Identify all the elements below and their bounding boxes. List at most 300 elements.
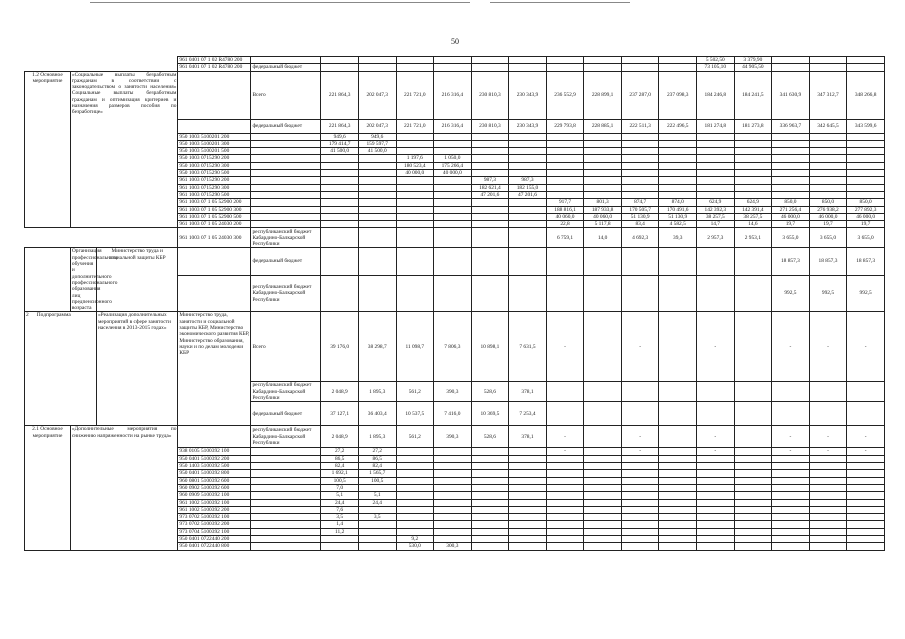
amount-cell (847, 528, 885, 535)
amount-cell: 86,5 (358, 455, 396, 462)
amount-cell (321, 535, 359, 542)
amount-cell: 38 257,5 (697, 213, 735, 220)
amount-cell (471, 206, 509, 213)
amount-cell (358, 57, 396, 64)
amount-cell (584, 470, 622, 477)
budget-code: 950 1003 5100201 500 (178, 148, 251, 155)
amount-cell (809, 543, 847, 550)
amount-cell: 221 721,0 (396, 71, 434, 119)
amount-cell (584, 426, 622, 448)
amount-cell (471, 455, 509, 462)
amount-cell: 528,6 (471, 382, 509, 402)
amount-cell (772, 535, 810, 542)
amount-cell (434, 506, 472, 513)
amount-cell (734, 470, 772, 477)
amount-cell: - (621, 312, 659, 382)
amount-cell: 100,5 (358, 477, 396, 484)
amount-cell (434, 148, 472, 155)
amount-cell: 390,3 (434, 382, 472, 402)
amount-cell (621, 275, 659, 312)
amount-cell: 342 645,5 (809, 119, 847, 133)
measure-number: 1.2 Основное мероприятие (25, 71, 71, 228)
amount-cell: 987,3 (471, 177, 509, 184)
funding-source (251, 543, 321, 550)
amount-cell: 228 885,1 (584, 119, 622, 133)
amount-cell (358, 248, 396, 275)
amount-cell (434, 64, 472, 71)
amount-cell (509, 275, 547, 312)
amount-cell (697, 191, 735, 198)
amount-cell (847, 155, 885, 162)
amount-cell (809, 477, 847, 484)
amount-cell (471, 248, 509, 275)
amount-cell (546, 528, 584, 535)
funding-source: федеральный бюджет (251, 402, 321, 426)
amount-cell (734, 455, 772, 462)
amount-cell (584, 521, 622, 528)
amount-cell (396, 455, 434, 462)
amount-cell: 10 898,1 (471, 312, 509, 382)
amount-cell (471, 506, 509, 513)
amount-cell (659, 477, 697, 484)
funding-source (251, 213, 321, 220)
amount-cell (321, 162, 359, 169)
amount-cell (358, 191, 396, 198)
amount-cell (659, 535, 697, 542)
amount-cell (509, 470, 547, 477)
budget-code: 960 0909 5100392 100 (178, 492, 251, 499)
amount-cell (809, 155, 847, 162)
amount-cell (471, 155, 509, 162)
funding-source (251, 155, 321, 162)
amount-cell: 7 253,4 (509, 402, 547, 426)
budget-code: 961 1003 0715290 300 (178, 184, 251, 191)
amount-cell (772, 177, 810, 184)
amount-cell (471, 170, 509, 177)
amount-cell (847, 148, 885, 155)
amount-cell (772, 57, 810, 64)
amount-cell: 390,3 (434, 426, 472, 448)
funding-source (251, 170, 321, 177)
amount-cell (471, 133, 509, 140)
amount-cell: 40 060,0 (584, 213, 622, 220)
amount-cell (509, 140, 547, 147)
amount-cell (396, 492, 434, 499)
amount-cell (809, 177, 847, 184)
amount-cell (434, 514, 472, 521)
amount-cell (509, 199, 547, 206)
amount-cell (471, 477, 509, 484)
amount-cell (584, 184, 622, 191)
table-row (25, 71, 885, 119)
amount-cell (772, 492, 810, 499)
amount-cell (546, 170, 584, 177)
amount-cell (546, 506, 584, 513)
amount-cell (659, 455, 697, 462)
amount-cell (584, 248, 622, 275)
amount-cell: 18 857,3 (772, 248, 810, 275)
amount-cell (584, 162, 622, 169)
amount-cell: 47 201,6 (471, 191, 509, 198)
amount-cell: - (809, 426, 847, 448)
amount-cell (621, 148, 659, 155)
amount-cell: 874,7 (621, 199, 659, 206)
budget-code: 961 1003 0715290 200 (178, 177, 251, 184)
amount-cell: 41 500,0 (321, 148, 359, 155)
funding-source (251, 477, 321, 484)
amount-cell: - (847, 312, 885, 382)
amount-cell (584, 543, 622, 550)
amount-cell: 181 273,8 (734, 119, 772, 133)
budget-code (178, 426, 251, 448)
amount-cell: - (697, 312, 735, 382)
amount-cell (621, 140, 659, 147)
amount-cell (772, 484, 810, 491)
amount-cell: 11 098,7 (396, 312, 434, 382)
amount-cell (772, 514, 810, 521)
amount-cell (434, 133, 472, 140)
amount-cell (659, 57, 697, 64)
amount-cell: 221 864,3 (321, 119, 359, 133)
amount-cell (621, 57, 659, 64)
amount-cell: 170 491,6 (659, 206, 697, 213)
amount-cell (471, 514, 509, 521)
amount-cell (321, 248, 359, 275)
amount-cell (434, 199, 472, 206)
amount-cell (358, 199, 396, 206)
amount-cell: 18 857,3 (847, 248, 885, 275)
funding-source (251, 470, 321, 477)
amount-cell: 624,9 (734, 199, 772, 206)
budget-code: 961 1003 0715290 500 (178, 191, 251, 198)
amount-cell (772, 382, 810, 402)
amount-cell (809, 64, 847, 71)
amount-cell (734, 543, 772, 550)
budget-code: 950 1003 0715290 500 (178, 170, 251, 177)
amount-cell (697, 162, 735, 169)
amount-cell (772, 543, 810, 550)
measure-number: 2.1 Основное мероприятие (25, 426, 71, 550)
funding-source: федеральный бюджет (251, 119, 321, 133)
amount-cell (358, 535, 396, 542)
amount-cell (697, 275, 735, 312)
amount-cell (434, 477, 472, 484)
amount-cell (584, 506, 622, 513)
amount-cell: 182 155,0 (509, 184, 547, 191)
amount-cell (321, 275, 359, 312)
amount-cell (809, 133, 847, 140)
amount-cell (509, 213, 547, 220)
amount-cell (434, 275, 472, 312)
amount-cell (509, 543, 547, 550)
amount-cell (509, 64, 547, 71)
amount-cell (809, 521, 847, 528)
amount-cell (509, 133, 547, 140)
budget-code: 960 0902 5100392 600 (178, 484, 251, 491)
amount-cell (847, 521, 885, 528)
amount-cell: - (621, 426, 659, 448)
budget-code: 961 1002 5100392 100 (178, 499, 251, 506)
amount-cell (396, 140, 434, 147)
amount-cell: 40 060,0 (546, 213, 584, 220)
amount-cell (697, 528, 735, 535)
amount-cell (471, 213, 509, 220)
amount-cell (584, 170, 622, 177)
amount-cell (396, 191, 434, 198)
amount-cell (659, 140, 697, 147)
amount-cell (509, 455, 547, 462)
amount-cell (697, 184, 735, 191)
amount-cell (734, 177, 772, 184)
amount-cell (509, 206, 547, 213)
amount-cell (584, 463, 622, 470)
amount-cell (809, 514, 847, 521)
amount-cell (396, 470, 434, 477)
amount-cell (847, 57, 885, 64)
funding-source (251, 133, 321, 140)
amount-cell: 3,5 (358, 514, 396, 521)
budget-code: 973 0704 5100392 100 (178, 528, 251, 535)
amount-cell (471, 470, 509, 477)
amount-cell (396, 448, 434, 455)
amount-cell (358, 275, 396, 312)
amount-cell (621, 477, 659, 484)
amount-cell (697, 177, 735, 184)
amount-cell: 86,5 (321, 455, 359, 462)
amount-cell (584, 477, 622, 484)
amount-cell: 40 000,0 (434, 170, 472, 177)
amount-cell: 180 523,4 (396, 162, 434, 169)
funding-source (251, 492, 321, 499)
amount-cell: 1 050,0 (434, 155, 472, 162)
amount-cell: 10 369,5 (471, 402, 509, 426)
amount-cell (358, 543, 396, 550)
amount-cell: 24,4 (321, 499, 359, 506)
budget-code: 938 0105 5100392 100 (178, 448, 251, 455)
amount-cell (584, 177, 622, 184)
amount-cell (546, 140, 584, 147)
amount-cell (659, 248, 697, 275)
amount-cell: 4 692,3 (621, 228, 659, 248)
amount-cell (396, 484, 434, 491)
amount-cell: 188 816,1 (546, 206, 584, 213)
amount-cell (358, 184, 396, 191)
amount-cell: 39,3 (659, 228, 697, 248)
amount-cell: - (546, 312, 584, 382)
amount-cell (321, 191, 359, 198)
measure-name: Организация профессионального обучения и дополнительного профессионального образования лиц предпенсионного возраста (71, 248, 118, 312)
amount-cell (659, 506, 697, 513)
amount-cell (584, 148, 622, 155)
amount-cell: - (772, 448, 810, 455)
amount-cell: 18 857,3 (809, 248, 847, 275)
amount-cell (358, 162, 396, 169)
amount-cell (396, 57, 434, 64)
funding-source (251, 506, 321, 513)
budget-code: 960 0801 5100392 600 (178, 477, 251, 484)
amount-cell (434, 535, 472, 542)
amount-cell (772, 506, 810, 513)
funding-source (251, 162, 321, 169)
funding-source (251, 221, 321, 228)
amount-cell (396, 521, 434, 528)
amount-cell (621, 248, 659, 275)
amount-cell: 39 176,0 (321, 312, 359, 382)
funding-source (251, 499, 321, 506)
amount-cell: 82,4 (358, 463, 396, 470)
page-number: 50 (451, 37, 459, 46)
amount-cell: 850,0 (772, 199, 810, 206)
budget-code: 950 0401 5100392 200 (178, 455, 251, 462)
amount-cell: 228 899,1 (584, 71, 622, 119)
amount-cell: 19,7 (772, 221, 810, 228)
budget-code: 961 1003 07 1 05 52900 500 (178, 213, 251, 220)
amount-cell: 142 391,4 (734, 206, 772, 213)
amount-cell (358, 206, 396, 213)
amount-cell (772, 133, 810, 140)
amount-cell: 202 047,3 (358, 119, 396, 133)
amount-cell (659, 133, 697, 140)
amount-cell (471, 140, 509, 147)
amount-cell: 142 392,3 (697, 206, 735, 213)
amount-cell (809, 470, 847, 477)
amount-cell: 300,3 (434, 543, 472, 550)
amount-cell (358, 484, 396, 491)
amount-cell: 276 938,2 (809, 206, 847, 213)
amount-cell (621, 184, 659, 191)
amount-cell: 561,2 (396, 382, 434, 402)
amount-cell (471, 64, 509, 71)
amount-cell (471, 521, 509, 528)
amount-cell (659, 155, 697, 162)
amount-cell (809, 463, 847, 470)
amount-cell (697, 521, 735, 528)
amount-cell: 182 621,4 (471, 184, 509, 191)
amount-cell: - (546, 448, 584, 455)
amount-cell (734, 492, 772, 499)
amount-cell (509, 535, 547, 542)
budget-code: 961 0401 07 1 02 R4780 200 (178, 64, 251, 71)
amount-cell: 175 266,4 (434, 162, 472, 169)
amount-cell: 236 552,9 (546, 71, 584, 119)
amount-cell (434, 521, 472, 528)
amount-cell: 348 266,8 (847, 71, 885, 119)
funding-source: Всего (251, 71, 321, 119)
amount-cell: - (772, 312, 810, 382)
amount-cell (509, 155, 547, 162)
amount-cell (809, 535, 847, 542)
amount-cell: 222 511,3 (621, 119, 659, 133)
amount-cell (396, 199, 434, 206)
amount-cell (772, 499, 810, 506)
amount-cell (772, 64, 810, 71)
amount-cell (734, 463, 772, 470)
amount-cell (321, 228, 359, 248)
amount-cell: 850,0 (847, 199, 885, 206)
amount-cell (847, 535, 885, 542)
amount-cell (471, 499, 509, 506)
amount-cell (659, 426, 697, 448)
amount-cell (434, 463, 472, 470)
amount-cell (772, 528, 810, 535)
amount-cell (659, 463, 697, 470)
amount-cell (621, 499, 659, 506)
amount-cell (847, 64, 885, 71)
amount-cell (434, 455, 472, 462)
amount-cell: 73 105,10 (697, 64, 735, 71)
amount-cell: 4 582,5 (659, 221, 697, 228)
amount-cell (659, 312, 697, 382)
amount-cell (584, 448, 622, 455)
amount-cell (546, 477, 584, 484)
amount-cell (847, 506, 885, 513)
amount-cell (772, 455, 810, 462)
amount-cell (471, 228, 509, 248)
amount-cell (621, 155, 659, 162)
amount-cell: 5 117,8 (584, 221, 622, 228)
amount-cell (659, 64, 697, 71)
amount-cell (546, 455, 584, 462)
budget-code (178, 275, 251, 312)
amount-cell (584, 191, 622, 198)
amount-cell (396, 463, 434, 470)
amount-cell (621, 506, 659, 513)
amount-cell (697, 248, 735, 275)
amount-cell (471, 275, 509, 312)
amount-cell (434, 221, 472, 228)
amount-cell: 9,2 (396, 535, 434, 542)
amount-cell (434, 248, 472, 275)
amount-cell: 1 197,6 (396, 155, 434, 162)
amount-cell: 1 895,3 (358, 382, 396, 402)
amount-cell: 10 537,5 (396, 402, 434, 426)
amount-cell: 184 246,8 (697, 71, 735, 119)
amount-cell (734, 184, 772, 191)
amount-cell (734, 402, 772, 426)
funding-source (251, 463, 321, 470)
amount-cell (621, 484, 659, 491)
amount-cell (396, 248, 434, 275)
amount-cell (809, 492, 847, 499)
amount-cell: 237 098,3 (659, 71, 697, 119)
amount-cell (659, 275, 697, 312)
amount-cell: 850,0 (809, 199, 847, 206)
funding-source: республиканский бюджет Кабардино-Балкарской Республики (251, 382, 321, 402)
amount-cell (584, 133, 622, 140)
funding-source (251, 191, 321, 198)
funding-source: республиканский бюджет Кабардино-Балкарской Республики (251, 275, 321, 312)
amount-cell (396, 148, 434, 155)
amount-cell (621, 162, 659, 169)
amount-cell: 347 312,7 (809, 71, 847, 119)
amount-cell (509, 162, 547, 169)
funding-source: федеральный бюджет (251, 248, 321, 275)
amount-cell (772, 184, 810, 191)
amount-cell: 230 810,3 (471, 119, 509, 133)
amount-cell: 187 933,8 (584, 206, 622, 213)
amount-cell (697, 506, 735, 513)
amount-cell (772, 521, 810, 528)
funding-source: федеральный бюджет (251, 64, 321, 71)
executor: Министерство труда и социальной защиты КБР (96, 248, 177, 312)
subprogram-number: 2 Подпрограмма (25, 312, 97, 426)
amount-cell (621, 528, 659, 535)
amount-cell (734, 448, 772, 455)
amount-cell (584, 402, 622, 426)
amount-cell (434, 470, 472, 477)
amount-cell (847, 382, 885, 402)
amount-cell (396, 221, 434, 228)
